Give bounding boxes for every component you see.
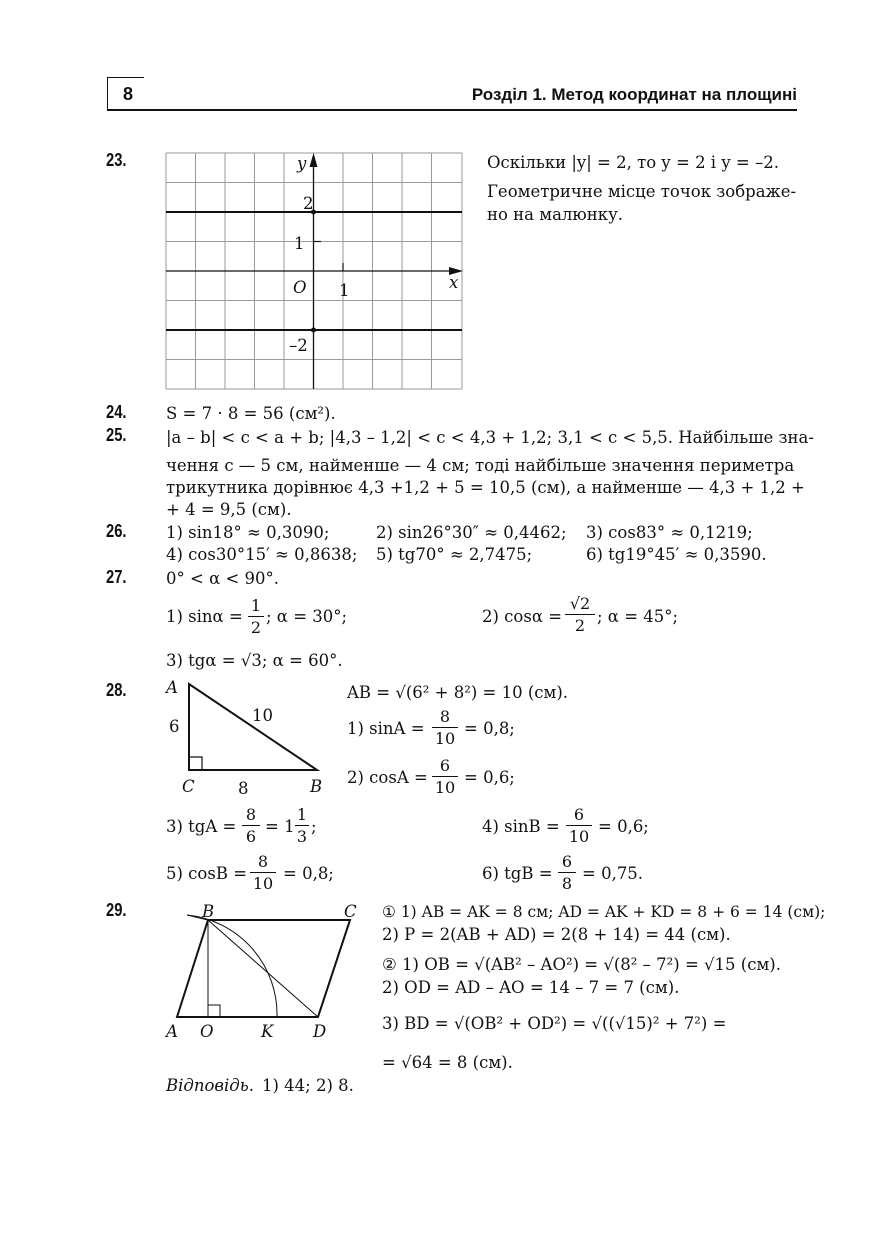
problem-29-line-2: 2) P = 2(AB + AD) = 2(8 + 14) = 44 (см).	[382, 925, 731, 944]
parallelogram-vertex-b: B	[202, 902, 215, 921]
problem-23-number: 23.	[106, 150, 127, 170]
problem-28-s1-fraction: 8 10	[432, 707, 458, 748]
problem-27-item-1-fraction: 1 2	[248, 596, 264, 637]
problem-29-number: 29.	[106, 900, 127, 920]
problem-25-line-3: трикутника дорівнює 4,3 +1,2 + 5 = 10,5 (см), а найменше — 4,3 + 1,2 +	[166, 478, 805, 497]
problem-27-condition: 0° < α < 90°.	[166, 569, 280, 588]
problem-29-parallelogram	[165, 905, 365, 1025]
problem-29-line-5: 3) BD = √(OB² + OD²) = √((√15)² + 7²) =	[382, 1014, 727, 1033]
graph-tick-1: 1	[294, 234, 305, 253]
problem-28-s5-suffix: = 0,8;	[283, 864, 334, 883]
triangle-leg-cb: 8	[238, 779, 249, 798]
problem-26-item: 1) sin18° ≈ 0,3090;	[166, 523, 330, 542]
problem-23-line-2: Геометричне місце точок зображе-	[487, 182, 797, 201]
page-number: 8	[123, 84, 134, 104]
problem-28-number: 28.	[106, 680, 127, 700]
problem-28-s6-fraction: 6 8	[558, 852, 576, 893]
problem-28-s6-prefix: 6) tgB =	[482, 864, 553, 883]
triangle-hypotenuse: 10	[252, 706, 273, 725]
problem-26-item: 3) cos83° ≈ 0,1219;	[586, 523, 753, 542]
chapter-title: Розділ 1. Метод координат на площині	[471, 85, 797, 104]
answer-text: 1) 44; 2) 8.	[262, 1076, 354, 1095]
problem-25-number: 25.	[106, 425, 127, 445]
problem-28-s3-fraction: 8 6	[242, 805, 260, 846]
graph-origin-label: O	[293, 278, 307, 297]
graph-tick-x1: 1	[339, 281, 350, 300]
problem-26-item: 6) tg19°45′ ≈ 0,3590.	[586, 545, 767, 564]
problem-28-triangle	[180, 680, 330, 780]
problem-28-s2-prefix: 2) cosA =	[347, 768, 428, 787]
problem-28-s4-suffix: = 0,6;	[598, 817, 649, 836]
problem-27-item-2-suffix: ; α = 45°;	[597, 607, 679, 626]
triangle-vertex-a: A	[166, 678, 178, 697]
problem-25-line-1: |a – b| < c < a + b; |4,3 – 1,2| < c < 4,3 + 1,2; 3,1 < c < 5,5. Найбільше зна-	[166, 428, 814, 447]
problem-28-s3-mid: = 1	[265, 817, 295, 836]
problem-26-item: 2) sin26°30″ ≈ 0,4462;	[376, 523, 567, 542]
problem-28-s4-fraction: 6 10	[566, 805, 592, 846]
problem-29-line-4: 2) OD = AD – AO = 14 – 7 = 7 (см).	[382, 978, 680, 997]
problem-25-line-4: + 4 = 9,5 (см).	[166, 500, 292, 519]
problem-27-item-2-fraction: √2 2	[565, 594, 595, 635]
answer-label: Відповідь.	[166, 1076, 254, 1095]
problem-26-item: 4) cos30°15′ ≈ 0,8638;	[166, 545, 358, 564]
graph-x-label: x	[449, 273, 459, 292]
triangle-leg-ac: 6	[169, 717, 180, 736]
parallelogram-vertex-d: D	[313, 1022, 327, 1041]
parallelogram-point-o: O	[200, 1022, 214, 1041]
graph-y-label: y	[297, 154, 307, 173]
problem-28-s3-mixed-fraction: 1 3	[296, 805, 308, 846]
problem-28-s2-suffix: = 0,6;	[464, 768, 515, 787]
problem-26-number: 26.	[106, 521, 127, 541]
problem-29-line-1: ① 1) AB = AK = 8 см; AD = AK + KD = 8 + 6 = 14 (см);	[382, 903, 826, 921]
problem-28-s6-suffix: = 0,75.	[582, 864, 644, 883]
parallelogram-vertex-a: A	[166, 1022, 178, 1041]
problem-27-item-1-suffix: ; α = 30°;	[266, 607, 348, 626]
problem-28-s3-suffix: ;	[311, 817, 317, 836]
problem-25-line-2: чення c — 5 см, найменше — 4 см; тоді найбільше значення периметра	[166, 456, 795, 475]
triangle-vertex-c: C	[182, 777, 195, 796]
problem-28-s1-suffix: = 0,8;	[464, 719, 515, 738]
problem-24-number: 24.	[106, 402, 127, 422]
problem-28-ab: AB = √(6² + 8²) = 10 (см).	[347, 683, 569, 702]
problem-28-s5-prefix: 5) cosB =	[166, 864, 248, 883]
parallelogram-vertex-c: C	[344, 902, 357, 921]
problem-27-item-2-prefix: 2) cosα =	[482, 607, 563, 626]
problem-23-line-1: Оскільки |y| = 2, то y = 2 і y = –2.	[487, 153, 779, 172]
problem-29-line-6: = √64 = 8 (см).	[382, 1053, 513, 1072]
problem-24-text: S = 7 · 8 = 56 (см²).	[166, 404, 336, 423]
problem-23-line-3: но на малюнку.	[487, 205, 624, 224]
problem-27-item-1-prefix: 1) sinα =	[166, 607, 243, 626]
problem-28-s1-prefix: 1) sinA =	[347, 719, 425, 738]
problem-23-graph	[165, 152, 465, 392]
problem-26-item: 5) tg70° ≈ 2,7475;	[376, 545, 533, 564]
problem-28-s5-fraction: 8 10	[250, 852, 276, 893]
problem-28-s2-fraction: 6 10	[432, 756, 458, 797]
problem-29-line-3: ② 1) OB = √(AB² – AO²) = √(8² – 7²) = √15 (см).	[382, 955, 781, 974]
triangle-vertex-b: B	[310, 777, 323, 796]
problem-28-s3-prefix: 3) tgA =	[166, 817, 237, 836]
graph-tick-2: 2	[303, 194, 314, 213]
parallelogram-point-k: K	[261, 1022, 274, 1041]
header-rule	[107, 109, 797, 111]
problem-28-s4-prefix: 4) sinB =	[482, 817, 560, 836]
problem-27-number: 27.	[106, 567, 127, 587]
graph-tick-minus-2: –2	[289, 336, 308, 355]
problem-27-item-3: 3) tgα = √3; α = 60°.	[166, 651, 343, 670]
